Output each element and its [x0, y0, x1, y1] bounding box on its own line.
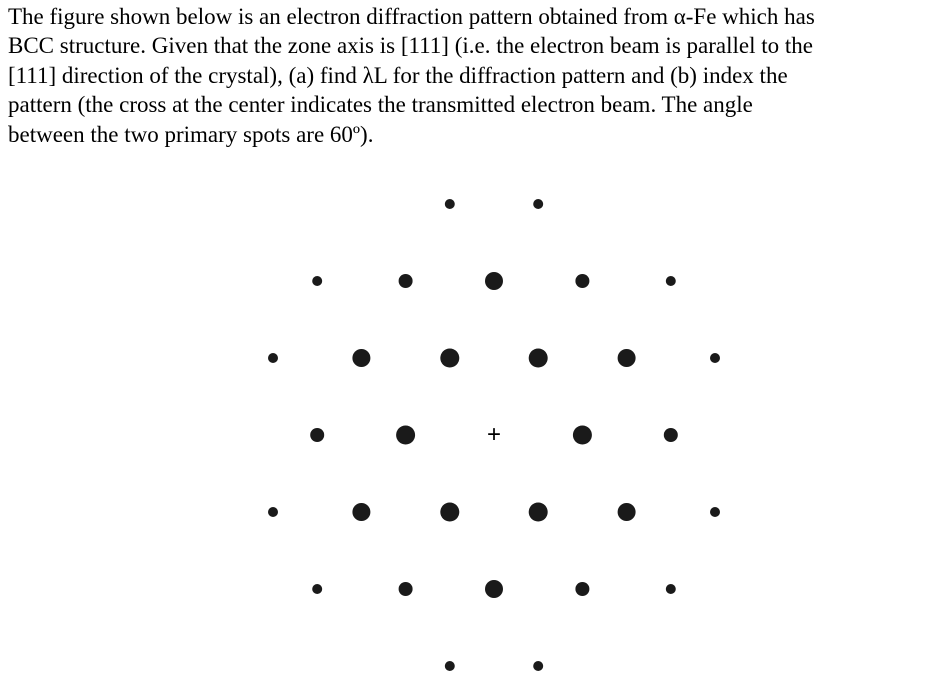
- diffraction-spot: [440, 503, 459, 522]
- question-line-2: BCC structure. Given that the zone axis is [111] (i.e. the electron beam is parallel to the: [8, 33, 813, 59]
- diffraction-spot: [310, 428, 324, 442]
- transmitted-beam-marker: +: [486, 421, 502, 448]
- diffraction-spot: [352, 349, 370, 367]
- diffraction-spot: [575, 274, 589, 288]
- diffraction-spot: [573, 426, 592, 445]
- question-line-5: between the two primary spots are 60º).: [8, 121, 374, 147]
- diffraction-spot: [312, 276, 322, 286]
- diffraction-spot: [440, 349, 459, 368]
- question-line-4: pattern (the cross at the center indicates the transmitted electron beam. The angle: [8, 92, 753, 118]
- diffraction-spot: [268, 353, 278, 363]
- diffraction-spot: [664, 428, 678, 442]
- diffraction-spot: [312, 584, 322, 594]
- diffraction-spot: [710, 507, 720, 517]
- diffraction-spot: [445, 661, 455, 671]
- diffraction-spot: [396, 426, 415, 445]
- diffraction-spot: [533, 661, 543, 671]
- diffraction-spot: [618, 349, 636, 367]
- diffraction-spot: [399, 582, 413, 596]
- diffraction-spot: [268, 507, 278, 517]
- diffraction-spot: [352, 503, 370, 521]
- diffraction-spot: [485, 580, 503, 598]
- diffraction-spot: [529, 503, 548, 522]
- diffraction-spot: [485, 272, 503, 290]
- diffraction-spot: [710, 353, 720, 363]
- diffraction-spot: [529, 349, 548, 368]
- question-line-3: [111] direction of the crystal), (a) find λL for the diffraction pattern and (b) index the: [8, 62, 788, 88]
- diffraction-spot: [575, 582, 589, 596]
- diffraction-spot: [666, 276, 676, 286]
- diffraction-spot: [399, 274, 413, 288]
- diffraction-spot: [533, 199, 543, 209]
- question-line-1: The figure shown below is an electron diffraction pattern obtained from α-Fe which has: [8, 4, 815, 29]
- diffraction-spot: [618, 503, 636, 521]
- diffraction-spot: [666, 584, 676, 594]
- diffraction-spot: [445, 199, 455, 209]
